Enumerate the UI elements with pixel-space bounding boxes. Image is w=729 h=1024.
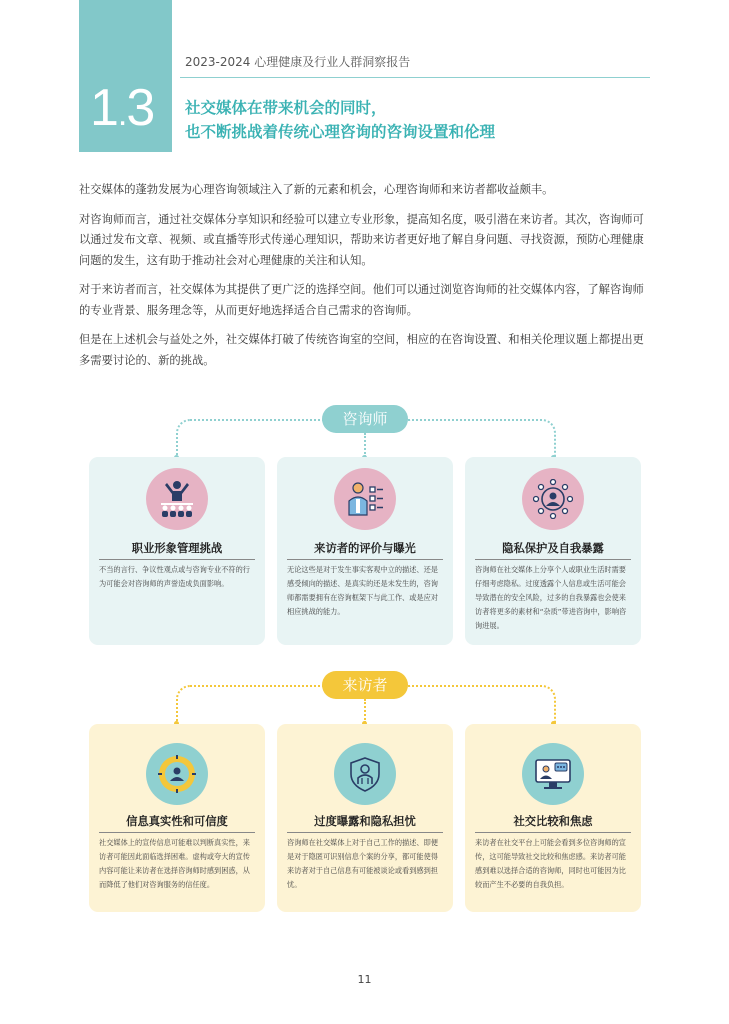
header-divider [180, 77, 650, 78]
page-number: 11 [357, 973, 372, 986]
paragraph: 对于来访者而言，社交媒体为其提供了更广泛的选择空间。他们可以通过浏览咨询师的社交媒体内容，了解咨询师的专业背景、服务理念等，从而更好地选择适合自己需求的咨询师。 [79, 283, 644, 317]
evaluation-checklist-icon [345, 479, 385, 519]
card-text: 不当的言行、争议性观点或与咨询专业不符的行为可能会对咨询师的声誉造成负面影响。 [99, 565, 250, 588]
connector-line [176, 419, 324, 461]
card-text: 无论这些是对于发生事实客观中立的描述、还是感受倾向的描述、是真实的还是未发生的，咨询师都需要拥有在咨询框架下与此工作、或是应对相应挑战的能力。 [287, 565, 438, 616]
card-divider [475, 832, 631, 833]
section-number: 1.3 [90, 79, 155, 137]
card-title: 来访者的评价与曝光 [314, 542, 416, 555]
connector-line [408, 419, 556, 461]
icon-badge [522, 743, 584, 805]
card-divider [99, 832, 255, 833]
card-text: 来访者在社交平台上可能会看到多位咨询师的宣传，这可能导致社交比较和焦虑感。来访者可能感到难以选择合适的咨询师，同时也可能因为比较而产生不必要的自我负担。 [475, 838, 626, 889]
section-title [185, 96, 495, 144]
icon-badge [334, 743, 396, 805]
report-title: 2023-2024 心理健康及行业人群洞察报告 [185, 55, 411, 69]
shield-person-icon [345, 754, 385, 794]
client-card [465, 724, 641, 912]
counselor-card [465, 457, 641, 645]
connector-line [176, 685, 324, 725]
body-text [79, 180, 651, 380]
connector-line [408, 685, 556, 725]
client-card [89, 724, 265, 912]
connector-line [364, 699, 366, 723]
icon-badge [522, 468, 584, 530]
client-card [277, 724, 453, 912]
icon-badge [146, 743, 208, 805]
card-title: 社交比较和焦虑 [513, 815, 593, 828]
card-divider [475, 559, 631, 560]
counselor-card [277, 457, 453, 645]
card-divider [287, 832, 443, 833]
card-text: 社交媒体上的宣传信息可能难以判断真实性，来访者可能因此面临选择困难。虚构或夸大的宣传内容可能让来访者在选择咨询师时感到困惑，从而降低了他们对咨询服务的信任度。 [99, 838, 250, 889]
card-title: 信息真实性和可信度 [126, 815, 228, 828]
card-text: 咨询师在社交媒体上分享个人或职业生活时需要仔细考虑隐私。过度透露个人信息或生活可能会导致潜在的安全风险，过多的自我暴露也会使来访者将更多的素材和“杂质”带进咨询中，影响咨询进展。 [475, 565, 627, 630]
verified-user-icon [157, 754, 197, 794]
card-text: 咨询师在社交媒体上对于自己工作的描述、即便是对于隐匿可识别信息个案的分享，都可能使得来访者对于自己信息有可能被谈论或看到感到担忧。 [287, 838, 438, 889]
icon-badge [334, 468, 396, 530]
paragraph: 对咨询师而言，通过社交媒体分享知识和经验可以建立专业形象，提高知名度，吸引潜在来访者。其次，咨询师可以通过发布文章、视频、或直播等形式传递心理知识，帮助来访者更好地了解自身问题、寻找资源，预防心理健康问题的发生，这有助于推动社会对心理健康的关注和认知。 [79, 212, 644, 267]
counselor-card [89, 457, 265, 645]
card-title: 隐私保护及自我暴露 [502, 542, 604, 555]
icon-badge [146, 468, 208, 530]
section-title-line1: 社交媒体在带来机会的同时， [185, 99, 387, 117]
counselor-label: 咨询师 [322, 405, 408, 433]
team-leader-icon [157, 479, 197, 519]
paragraph: 社交媒体的蓬勃发展为心理咨询领域注入了新的元素和机会，心理咨询师和来访者都收益颇丰。 [79, 183, 554, 196]
section-number-main: 1 [90, 79, 118, 137]
card-title: 职业形象管理挑战 [131, 542, 223, 555]
privacy-network-icon [533, 479, 573, 519]
section-title-line2: 也不断挑战着传统心理咨询的咨询设置和伦理 [185, 123, 496, 141]
card-divider [287, 559, 443, 560]
monitor-chat-icon [533, 754, 573, 794]
paragraph: 但是在上述机会与益处之外，社交媒体打破了传统咨询室的空间，相应的在咨询设置、和相关伦理议题上都提出更多需要讨论的、新的挑战。 [79, 333, 644, 367]
connector-line [364, 433, 366, 457]
client-label: 来访者 [322, 671, 408, 699]
section-number-sub: 3 [126, 79, 155, 137]
card-title: 过度曝露和隐私担忧 [314, 815, 416, 828]
card-divider [99, 559, 255, 560]
